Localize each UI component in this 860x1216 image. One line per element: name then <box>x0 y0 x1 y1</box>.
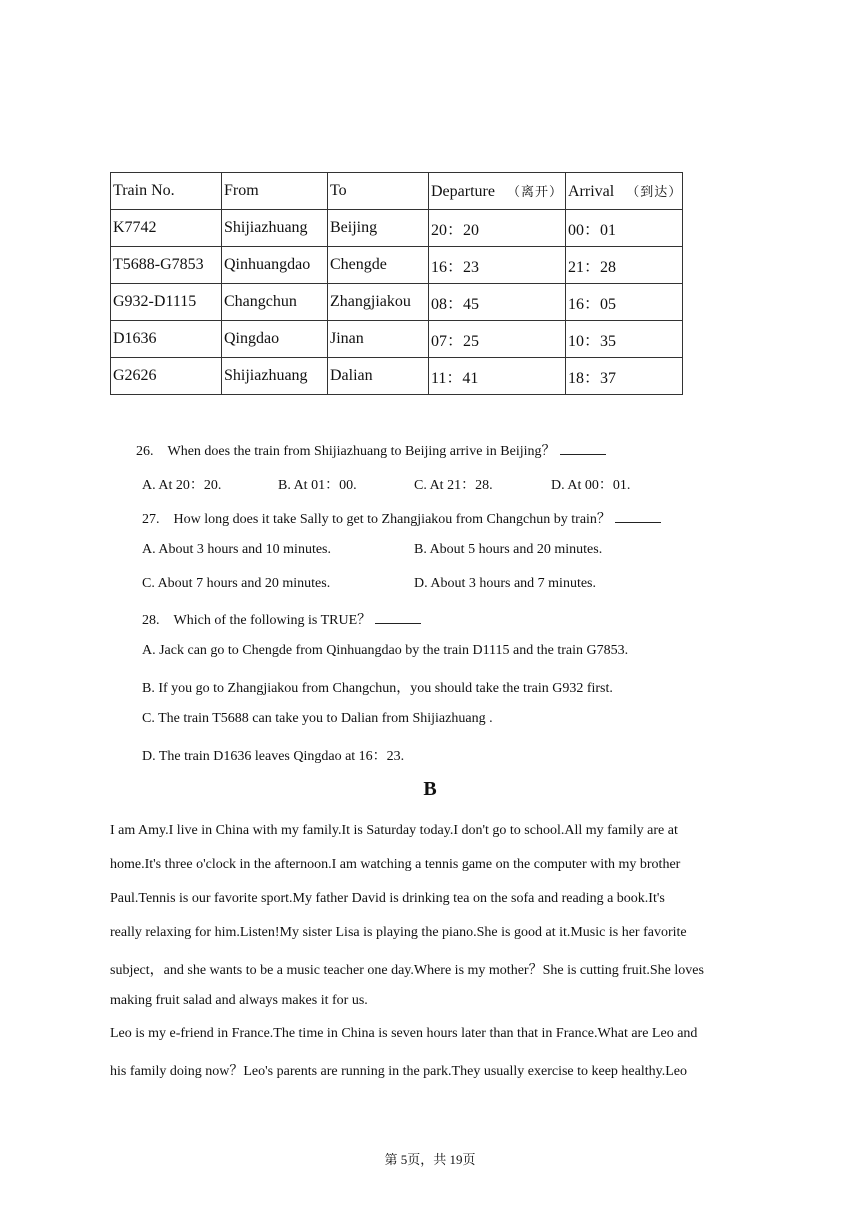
passage-line: home.It's three o'clock in the afternoon.I am watching a tennis game on the computer with my brother <box>110 857 681 872</box>
question-27-option-c: C. About 7 hours and 20 minutes. <box>142 576 331 591</box>
question-28-stem <box>142 609 421 629</box>
cell-arrival: 21：28 <box>566 247 683 284</box>
passage-line: his family doing now？Leo's parents are running in the park.They usually exercise to keep healthy.Leo <box>110 1064 688 1079</box>
question-26-option-d: D. At 00：01. <box>551 478 631 493</box>
cell-to: Beijing <box>328 210 429 247</box>
page-footer: 第 5页，共 19页 <box>384 1152 476 1167</box>
cell-to: Zhangjiakou <box>328 284 429 321</box>
cell-departure: 11：41 <box>429 358 566 395</box>
cell-from: Shijiazhuang <box>222 358 328 395</box>
table-row <box>111 358 683 395</box>
section-heading: B <box>423 778 437 800</box>
header-departure-label: Departure <box>431 183 495 200</box>
passage-line: I am Amy.I live in China with my family.It is Saturday today.I don't go to school.All my family are at <box>110 823 678 838</box>
cell-arrival: 16：05 <box>566 284 683 321</box>
question-28-option-c: C. The train T5688 can take you to Dalian from Shijiazhuang . <box>142 711 493 726</box>
cell-to: Chengde <box>328 247 429 284</box>
answer-blank[interactable] <box>375 609 421 624</box>
table-row <box>111 321 683 358</box>
cell-train-no: D1636 <box>111 321 222 358</box>
cell-departure: 16：23 <box>429 247 566 284</box>
question-26-stem <box>136 440 606 460</box>
cell-train-no: G932-D1115 <box>111 284 222 321</box>
cell-arrival: 18：37 <box>566 358 683 395</box>
header-departure-note: （离开） <box>506 184 563 199</box>
table-header-row <box>111 173 683 210</box>
header-arrival-label: Arrival <box>568 183 615 200</box>
cell-train-no: G2626 <box>111 358 222 395</box>
passage-line: really relaxing for him.Listen!My sister Lisa is playing the piano.She is good at it.Music is her favorite <box>110 925 687 940</box>
header-arrival <box>566 173 683 210</box>
question-28-option-d: D. The train D1636 leaves Qingdao at 16：23. <box>142 749 405 764</box>
cell-arrival: 00：01 <box>566 210 683 247</box>
table-row <box>111 210 683 247</box>
train-schedule-table <box>110 172 683 395</box>
cell-to: Jinan <box>328 321 429 358</box>
header-arrival-note: （到达） <box>626 184 683 199</box>
answer-blank[interactable] <box>560 440 606 455</box>
table-row <box>111 284 683 321</box>
question-27-option-b: B. About 5 hours and 20 minutes. <box>414 542 603 557</box>
cell-train-no: T5688-G7853 <box>111 247 222 284</box>
cell-to: Dalian <box>328 358 429 395</box>
question-27-option-d: D. About 3 hours and 7 minutes. <box>414 576 596 591</box>
question-27-option-a: A. About 3 hours and 10 minutes. <box>142 542 331 557</box>
question-28-option-b: B. If you go to Zhangjiakou from Changchun，you should take the train G932 first. <box>142 681 613 696</box>
cell-departure: 08：45 <box>429 284 566 321</box>
cell-train-no: K7742 <box>111 210 222 247</box>
question-26-option-a: A. At 20：20. <box>142 478 222 493</box>
question-26-text: 26. When does the train from Shijiazhuang to Beijing arrive in Beijing？ <box>136 444 556 459</box>
question-28-text: 28. Which of the following is TRUE？ <box>142 613 372 628</box>
header-train-no: Train No. <box>111 173 222 210</box>
passage-line: subject，and she wants to be a music teacher one day.Where is my mother？She is cutting fruit.She loves <box>110 963 704 978</box>
answer-blank[interactable] <box>615 508 661 523</box>
question-28-option-a: A. Jack can go to Chengde from Qinhuangdao by the train D1115 and the train G7853. <box>142 643 629 658</box>
cell-from: Qinhuangdao <box>222 247 328 284</box>
cell-arrival: 10：35 <box>566 321 683 358</box>
cell-departure: 07：25 <box>429 321 566 358</box>
cell-from: Changchun <box>222 284 328 321</box>
header-from: From <box>222 173 328 210</box>
passage-line: making fruit salad and always makes it for us. <box>110 993 368 1008</box>
header-to: To <box>328 173 429 210</box>
cell-from: Qingdao <box>222 321 328 358</box>
passage-line: Leo is my e-friend in France.The time in China is seven hours later than that in France.What are Leo and <box>110 1026 698 1041</box>
cell-from: Shijiazhuang <box>222 210 328 247</box>
cell-departure: 20：20 <box>429 210 566 247</box>
header-departure <box>429 173 566 210</box>
question-27-stem <box>142 508 661 528</box>
question-26-option-b: B. At 01：00. <box>278 478 357 493</box>
passage-line: Paul.Tennis is our favorite sport.My father David is drinking tea on the sofa and reading a book.It's <box>110 891 665 906</box>
question-27-text: 27. How long does it take Sally to get to Zhangjiakou from Changchun by train？ <box>142 512 611 527</box>
table-row <box>111 247 683 284</box>
question-26-option-c: C. At 21：28. <box>414 478 493 493</box>
